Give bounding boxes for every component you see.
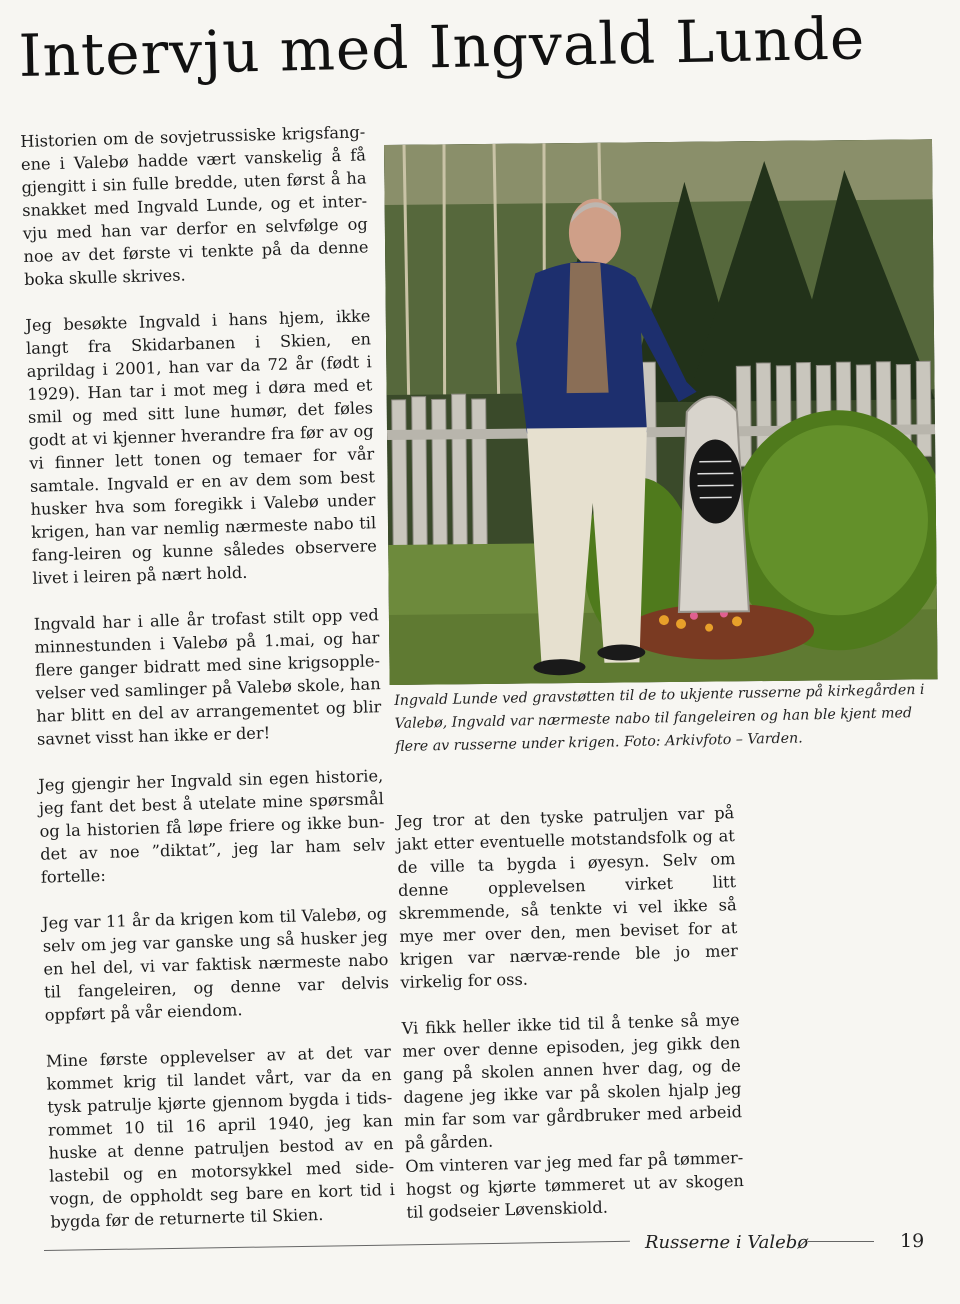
- left-column: [20, 120, 396, 1256]
- page-number: 19: [900, 1230, 925, 1252]
- paragraph: Mine første opplevelser av at det var kommet krig til landet vårt, var da en tysk patrulje kjørte gjennom bygda i tids-rommet 10 til 16 april 1940, jeg kan huske at denne patruljen bestod av en lastebil og en motorsykkel med side-vogn, de oppholdt seg bare en kort tid i bygda før de returnerte til Skien.: [45, 1042, 395, 1232]
- paragraph: Historien om de sovjetrussiske krigsfang-ene i Valebø hadde vært vanskelig å få gjengitt i sin fulle bredde, uten først å ha snakket med Ingvald Lunde, og et inter-vju med han var derfor en selvfølge og noe av det første vi tenkte på da denne boka skulle skrives.: [20, 122, 369, 289]
- paragraph: Jeg var 11 år da krigen kom til Valebø, og selv om jeg var ganske ung så husker jeg en hel del, vi var faktisk nærmeste nabo til fangeleiren, og denne var delvis oppført på vår eiendom.: [41, 904, 390, 1025]
- footer-rule-right: [808, 1241, 874, 1242]
- photo-caption: Ingvald Lunde ved gravstøtten til de to ukjente russerne på kirkegården i Valebø, Ingvald var nærmeste nabo til fangeleiren og han ble kjent med flere av russerne under krigen. Foto: Arkivfoto – Varden.: [394, 681, 925, 755]
- paragraph: Om vinteren var jeg med far på tømmer-hogst og kjørte tømmeret ut av skogen til godseier Løvenskiold.: [405, 1148, 745, 1222]
- paragraph: Vi fikk heller ikke tid til å tenke så mye mer over denne episoden, jeg gikk den gang på skolen annen hver dag, og de dagene jeg ikke var på skolen hjalp jeg min far som var gårdbruker med arbeid på gården.: [401, 1010, 743, 1153]
- right-column: [396, 801, 745, 1247]
- paragraph: Ingvald har i alle år trofast stilt opp ved minnestunden i Valebø på 1.mai, og har flere ganger bidratt med sine krigsopple-velser ved samlinger på Valebø skole, han har blitt en del av arrangementet og blir savnet visst han ikke er der!: [33, 605, 382, 749]
- running-head: Russerne i Valebø: [645, 1232, 809, 1253]
- article-title: Intervju med Ingvald Lunde: [18, 4, 866, 90]
- paragraph: Jeg besøkte Ingvald i hans hjem, ikke langt fra Skidarbanen i Skien, en aprildag i 2001, han var da 72 år (født i 1929). Han tar i mot meg i døra med et smil og med sitt lune humør, det føles godt at vi kjenner hverandre fra før av og vi finner lett tonen og temaer for vår samtale. Ingvald er en av dem som best husker hva som foregikk i Valebø under krigen, han var nemlig nærmeste nabo til fang-leiren og kunne således observere livet i leiren på nært hold.: [25, 306, 378, 588]
- paragraph: Jeg tror at den tyske patruljen var på jakt etter eventuelle motstandsfolk og at de ville ta bygda i øyesyn. Selv om denne opplevelsen virket litt skremmende, så tenkte vi vel ikke så mye mer over den, men beviset for at krigen var nærvæ-rende ble jo mer virkelig for oss.: [396, 803, 739, 992]
- paragraph: Jeg gjengir her Ingvald sin egen historie, jeg fant det best å utelate mine spørsmål og la historien få løpe friere og ikke bun-det av noe ”diktat”, jeg lar ham selv fortelle:: [38, 766, 386, 887]
- photo-illustration: [384, 139, 938, 685]
- photo-ingvald-at-gravestone: [384, 139, 938, 685]
